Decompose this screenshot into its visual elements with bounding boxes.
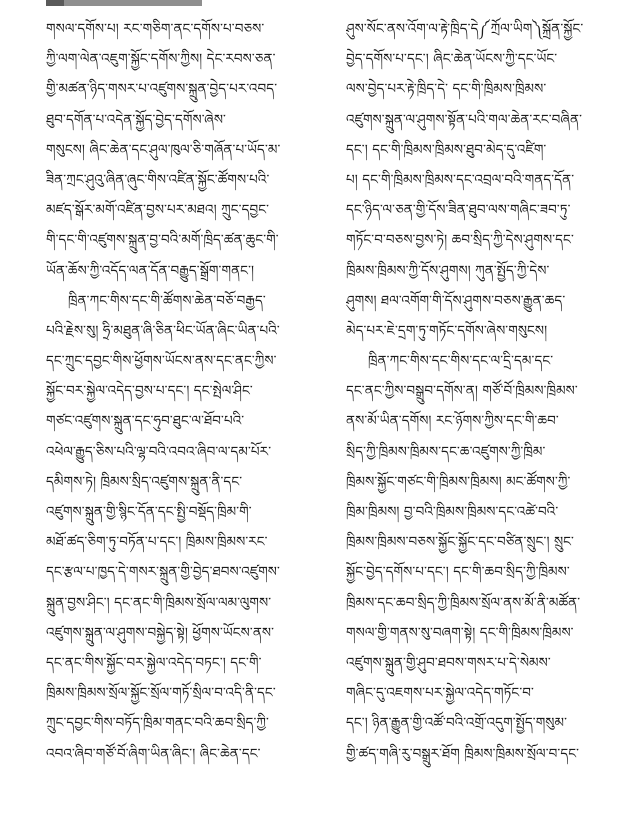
text-line: དང་ནང་ཀྱིས་བསྒྲུབ་དགོས་ན། གཙོ་བོ་ཁྲིམས་ཁྲིམས་ bbox=[346, 383, 578, 400]
text-line: སྐྱོང་བྱེད་དགོས་པ་དང་། དང་གི་ཆབ་སྲིད་ཀྱི་ཁྲིམས་ bbox=[346, 564, 570, 581]
text-line: འཛུགས་སྐྲུན་གྱི་ཤུབ་ཐབས་གསར་པ་དེ་སེམས་ bbox=[346, 654, 551, 671]
text-line: དང་ནང་གིས་སྐྱོང་བར་སྐྱེལ་འདེད་བཏང་། དང་གི་ bbox=[46, 654, 262, 671]
article-page bbox=[46, 14, 628, 814]
text-line: མཐོ་ཚད་ཅིག་ཏུ་བཏོན་པ་དང་། ཁྲིམས་ཁྲིམས་རང་ bbox=[46, 534, 268, 551]
text-line: གསལ་གྱི་གནས་སུ་བཞག་སྟེ། དང་གི་ཁྲིམས་ཁྲིམས་ bbox=[346, 624, 574, 641]
text-line: ཁྲིམས་ཁྲིམས་སྲོལ་སྐྱོང་སྲོལ་གཏོ་སྲིལ་བ་འདི་ནི་དང་ bbox=[46, 685, 276, 702]
right-column bbox=[346, 14, 628, 814]
text-line: ཟིན་ཀྲང་ཤུའུ་ཞིན་ཞུང་གིས་འཛིན་སྐྱོང་ཚོགས་པའི་ bbox=[46, 171, 270, 188]
text-line: འཛུགས་སྐྲུན་ལ་ཤུགས་སྟོན་པའི་གལ་ཆེན་རང་བཞིན་ bbox=[346, 111, 583, 128]
text-line: ཀྲུང་དབྱང་གིས་བཏོད་ཁྲིམ་གནང་བའི་ཆབ་སྲིད་ཀྱི་ bbox=[46, 715, 269, 732]
text-line: པའི་རྗེས་སུ། ཧྲི་མཐུན་ཞི་ཅིན་ཕིང་ཡོན་ཞིང་ཡིན་པའི་ bbox=[46, 322, 280, 339]
text-line: གཏོང་བ་བཅས་བྱས་ཏེ། ཆབ་སྲིད་ཀྱི་དེས་ཤུགས་དང་ bbox=[346, 232, 574, 249]
text-line: སྲིད་ཀྱི་ཁྲིམས་ཁྲིམས་དང་ཆ་འཛུགས་ཀྱི་ཁྲིམ་ bbox=[346, 443, 546, 460]
text-line: མེད་པར་ཇེ་དྲག་ཏུ་གཏོང་དགོས་ཞེས་གསུངས། bbox=[346, 322, 548, 339]
text-line: འཕེལ་རྒྱུད་ཅིས་པའི་ལྷ་བའི་འབའ་ཞིབ་ལ་དམ་པོར་ bbox=[46, 443, 272, 460]
text-line: ཁྲིམ་ཁྲིམས། བྱ་བའི་ཁྲིམས་ཁྲིམས་དང་འཚེ་བའི་ bbox=[346, 504, 559, 520]
text-line: མཛད་སྒོར་མགོ་འཛིན་བྱས་པར་མཐའ། ཀྲུང་དབྱང་ bbox=[46, 202, 270, 219]
text-line: དང་རྩལ་པ་ཁྱད་དེ་གསར་སྐྲུན་གྱི་བྱེད་ཐབས་འཛུགས་ bbox=[46, 564, 280, 581]
left-column bbox=[46, 14, 324, 814]
text-line: གསལ་དགོས་པ། རང་གཅིག་ནང་དགོས་པ་བཅས་ bbox=[46, 21, 265, 37]
header-strip-mark bbox=[46, 0, 64, 6]
text-line: གི་དང་གི་འཛུགས་སྐྲུན་བྱ་བའི་མགོ་ཁྲིད་ཚན་ཆུང་གི་ bbox=[46, 232, 279, 249]
text-line: ཤུས་སོང་ནས་འོག་ལ་རྟེ་ཁྲིད་དེ༼ཀྲོལ་ཡིག༽སྐྲོན་སྐྱོང་ bbox=[346, 21, 584, 37]
header-strip bbox=[46, 0, 202, 6]
text-line: ཁྲིམས་ཁྲིམས་ཀྱི་དོས་ཤུགས། ཀུན་སྤྱོད་ཀྱི་དེས་ bbox=[346, 262, 550, 279]
text-line: པ། དང་གི་ཁྲིམས་ཁྲིམས་དང་འབྲལ་བའི་གནད་དོན་ bbox=[346, 171, 575, 188]
text-line: སྐྱོང་བར་སྐྱེལ་འདེད་བྱས་པ་དང་། དང་སྤེལ་ཤིང་ bbox=[46, 383, 253, 400]
text-line: དང་ཀྲུང་དབྱང་གིས་ཕྱོགས་ཡོངས་ནས་དང་ནང་ཀྱིས་ bbox=[46, 353, 277, 370]
text-line: དང་། ཉིན་རྒྱུན་གྱི་འཚོ་བའི་འགྲོ་འདུག་སྤྱོད་གསུམ་ bbox=[346, 715, 568, 732]
text-line: དང་ཉིད་ལ་ཅན་གྱི་དོས་ཟིན་ཐུབ་ལས་གཞིང་ཟབ་ཏུ་ bbox=[346, 202, 571, 219]
text-line: བྱེད་དགོས་པ་དང་། ཞིང་ཆེན་ཡོངས་ཀྱི་དང་ཡོང་ bbox=[346, 51, 558, 68]
text-line: ཐུབ་དགོན་པ་འདེན་སྐྱོད་བྱེད་དགོས་ཞེས་ bbox=[46, 111, 226, 128]
text-line: ལས་བྱེད་པར་རྟེ་ཁྲིད་དེ་ དང་གི་ཁྲིམས་ཁྲིམས་ bbox=[346, 81, 547, 98]
text-line: འཛུགས་སྐྲུན་ལ་ཤུགས་བསྐྱེད་སྟེ། ཕྱོགས་ཡོངས་ནས་ bbox=[46, 624, 275, 641]
text-line: གསུངས། ཞིང་ཆེན་དང་ཤུལ་ཁུལ་ཅི་གཞོན་པ་ཡོད་མ་ bbox=[46, 141, 281, 158]
text-line: གཙང་འཛུགས་སྐྲུན་དང་ཧུབ་ཐུང་ལ་ཐོབ་པའི་ bbox=[46, 413, 245, 430]
text-line: དམིགས་ཏེ། ཁྲིམས་སྲིད་འཛུགས་སྐྲུན་ནི་དང་ bbox=[46, 473, 243, 490]
text-line: ཡོན་ཆོས་ཀྱི་འདོད་ལན་དོན་བརྒྱུད་སྒྲོག་གནང་། bbox=[46, 262, 255, 279]
text-line: གྱི་ཚད་གཞི་རུ་བསྒྲུར་ཐོག ཁྲིམས་ཁྲིམས་སྲོལ་བ་དང་ bbox=[346, 745, 580, 762]
text-line: ཁྲིམས་སྐྱོང་གཙང་གི་ཁྲིམས་ཁྲིམས། མང་ཚོགས་ཀྱི་ bbox=[346, 473, 571, 490]
text-line: སྐྲུན་བྱས་ཤིང་། དང་ནང་གི་ཁྲིམས་སྲོལ་ལམ་ལུགས་ bbox=[46, 594, 272, 611]
text-line: ཁྲིན་ཀང་གིས་དང་གི་ཚོགས་ཆེན་བཅོ་བརྒྱད་ bbox=[68, 292, 266, 309]
text-line: གྱི་མཚན་ཉིད་གསར་པ་འཛུགས་སྐྲུན་བྱེད་པར་འབད་ bbox=[46, 81, 278, 98]
text-line: གཞིང་དུ་འཇགས་པར་སྐྱེལ་འདེད་གཏོང་བ་ bbox=[346, 685, 534, 702]
text-line: འབའ་ཞིབ་གཙོ་བོ་ཞིག་ཡིན་ཞིང་། ཞིང་ཆེན་དང་ bbox=[46, 745, 261, 762]
text-line: ནས་མོ་ཡིན་དགོས། རང་ཉོགས་ཀྱིས་དང་གི་ཆབ་ bbox=[346, 413, 559, 430]
text-line: ཁྲིན་ཀང་གིས་དང་གིས་དང་ལ་དྲི་དམ་དང་ bbox=[368, 353, 554, 370]
text-line: ཀྱི་ལག་ལེན་འཇུག་སྐྱོང་དགོས་ཀྱིས། དེང་རབས་ཅན་ bbox=[46, 51, 276, 68]
text-line: ཁྲིམས་ཁྲིམས་བཅས་སྐྱོང་སྐྱོང་དང་བཙིན་སྲུང་། སྲུང་ bbox=[346, 534, 574, 551]
text-line: འཛུགས་སྐྲུན་གྱི་སྙིང་དོན་དང་སྤྱི་བསྡོད་ཁྲིམ་གི་ bbox=[46, 504, 252, 520]
text-line: ཤུགས། ཐལ་འགོག་གི་དོས་ཤུགས་བཅས་རྒྱུན་ཆད་ bbox=[346, 292, 566, 309]
text-line: ཁྲིམས་དང་ཆབ་སྲིད་ཀྱི་ཁྲིམས་སྲོལ་ནས་མོ་ནི་མཚོན་ bbox=[346, 594, 581, 611]
text-line: དང་། དང་གི་ཁྲིམས་ཁྲིམས་ཐུབ་མེད་དུ་འཛིག་ bbox=[346, 141, 547, 158]
